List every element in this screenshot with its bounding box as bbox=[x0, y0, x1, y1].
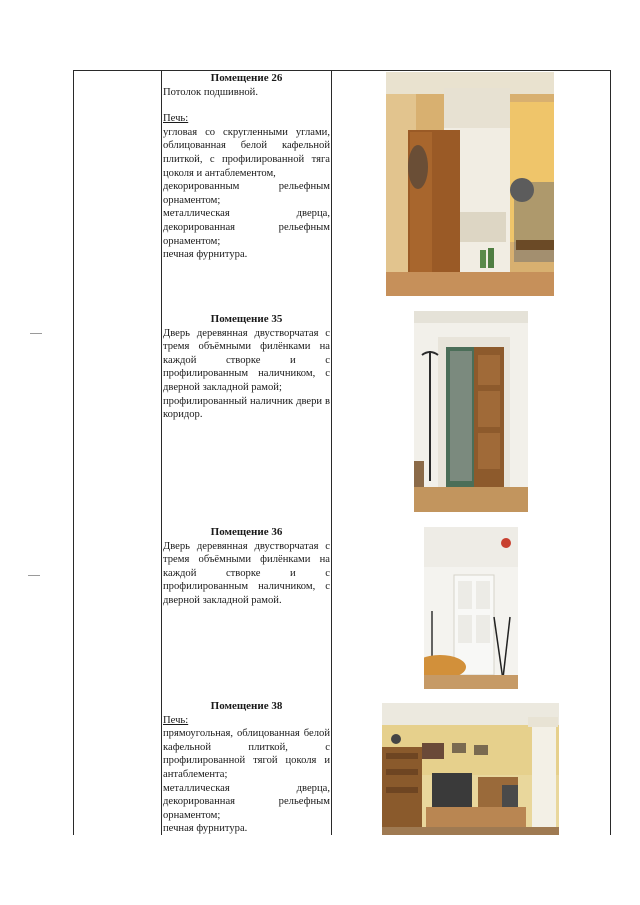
entry-line: металлическая дверца, декорированная рельефным орнаментом; bbox=[163, 782, 330, 821]
entry-line: Потолок подшивной. bbox=[163, 86, 258, 98]
entry-38-text bbox=[163, 700, 330, 836]
office-with-stove-photo bbox=[382, 703, 559, 835]
table-top-border bbox=[73, 70, 611, 71]
entry-line-subheading: Печь: bbox=[163, 113, 189, 125]
table-right-border bbox=[610, 70, 611, 835]
entry-36-text bbox=[163, 526, 330, 608]
entry-line: печная фурнитура. bbox=[163, 823, 248, 835]
table-column-divider-2 bbox=[331, 70, 332, 835]
entry-line: угловая со скругленными углами, облицованная белой кафельной плиткой, с профилированной тяга цоколя и антаблементом, bbox=[163, 126, 330, 179]
entry-line: металлическая дверца, декорированная рельефным орнаментом; bbox=[163, 208, 330, 247]
double-door-corridor-photo bbox=[414, 311, 528, 512]
white-door-office-photo bbox=[424, 527, 518, 689]
entry-line: печная фурнитура. bbox=[163, 249, 248, 261]
entry-heading: Помещение 38 bbox=[210, 700, 283, 712]
entry-line-subheading: Печь: bbox=[163, 714, 189, 726]
entry-line: декорированным рельефным орнаментом; bbox=[163, 181, 330, 206]
scan-mark bbox=[28, 575, 40, 576]
entry-heading: Помещение 35 bbox=[210, 313, 283, 325]
table-column-divider-1 bbox=[161, 70, 162, 835]
entry-line: прямоугольная, облицованная белой кафельной плиткой, с профилированной тягой цоколя и антаблемента; bbox=[163, 728, 330, 780]
stove-corner-room-photo bbox=[386, 72, 554, 296]
entry-26-text bbox=[163, 72, 330, 262]
entry-heading: Помещение 26 bbox=[210, 72, 283, 84]
entry-heading: Помещение 36 bbox=[210, 526, 283, 538]
entry-35-text bbox=[163, 313, 330, 422]
entry-line: профилированный наличник двери в коридор. bbox=[163, 395, 330, 421]
table-left-border bbox=[73, 70, 74, 835]
scan-mark bbox=[30, 333, 42, 334]
entry-line: Дверь деревянная двустворчатая с тремя объёмными филёнками на каждой створке и с профилированным наличником, с дверной закладной рамой. bbox=[163, 540, 330, 606]
entry-line: Дверь деревянная двустворчатая с тремя объёмными филёнками на каждой створке и с профилированным наличником, с дверной закладной рамой; bbox=[163, 327, 330, 393]
